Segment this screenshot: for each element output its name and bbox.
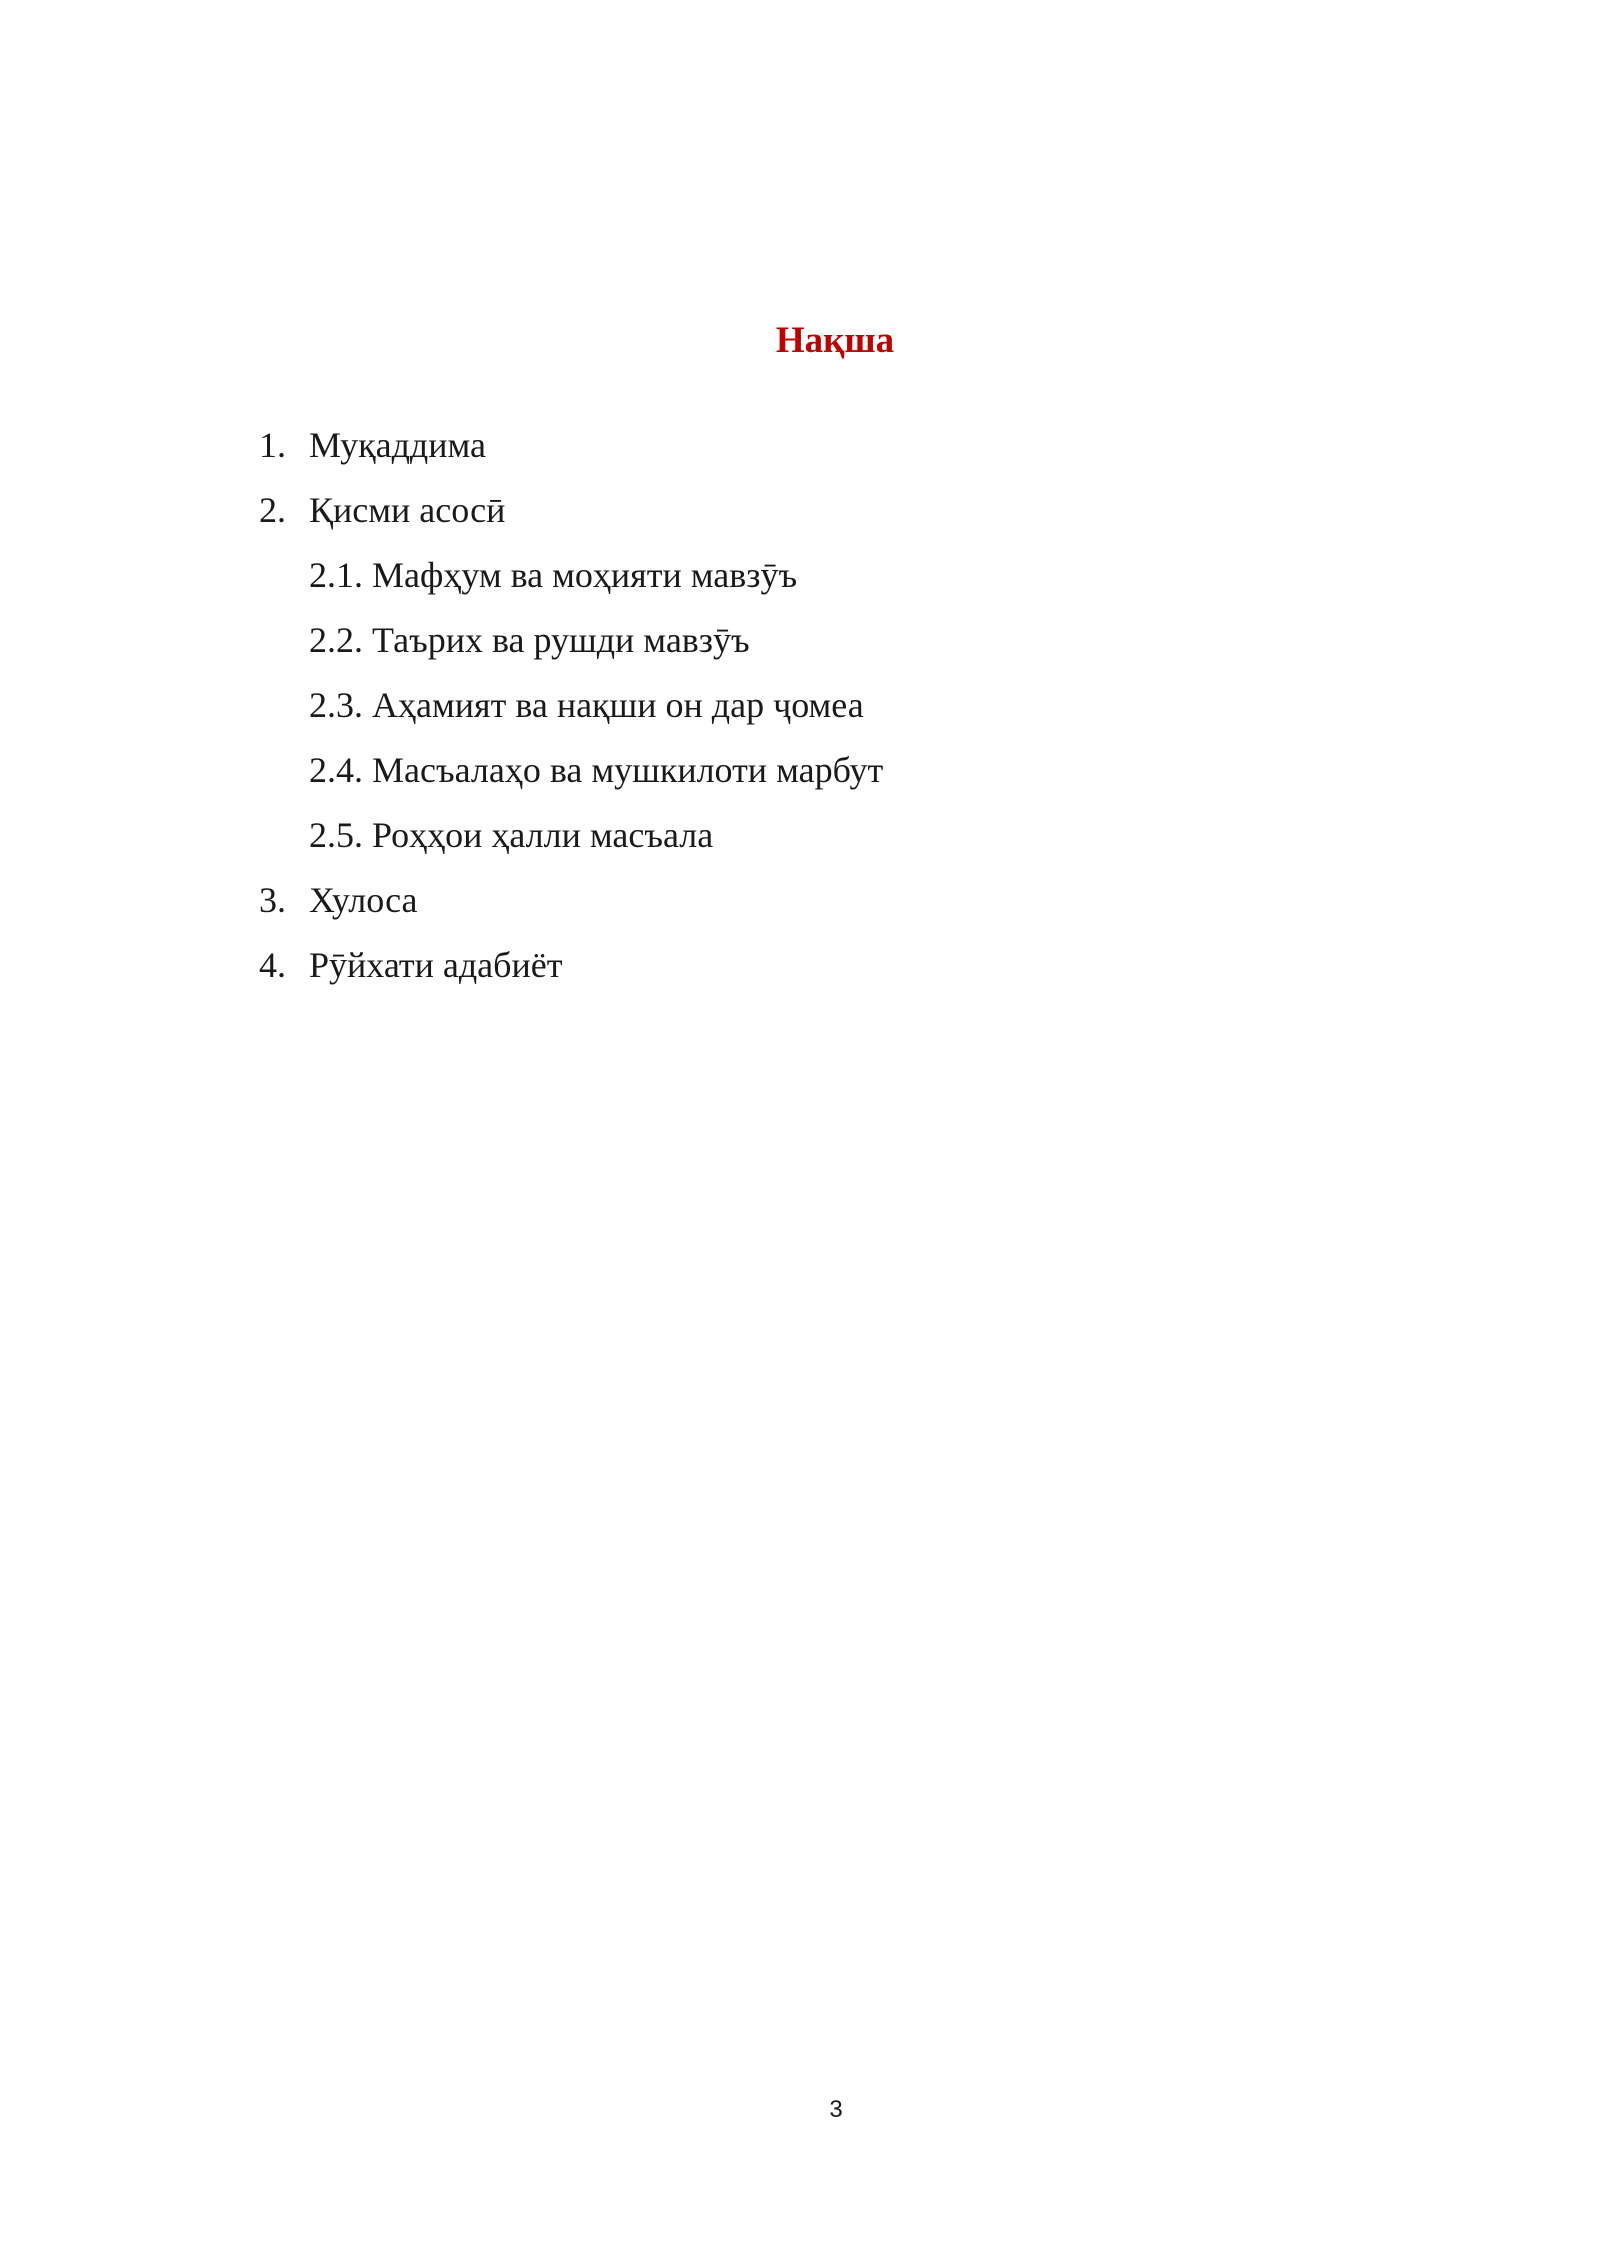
toc-item-label: Муқаддима [309, 425, 486, 465]
page-number: 3 [829, 2096, 843, 2123]
toc-subitem [0, 608, 1600, 673]
toc-subitem-label: 2.2. Таърих ва рушди мавзӯъ [309, 620, 750, 660]
toc-subitem [0, 738, 1600, 803]
toc-subitem-label: 2.4. Масъалаҳо ва мушкилоти марбут [309, 750, 884, 790]
toc-subitem-label: 2.1. Мафҳум ва моҳияти мавзӯъ [309, 555, 798, 595]
toc-item-label: Рӯйхати адабиёт [309, 945, 563, 985]
toc-item-label: Қисми асосӣ [309, 490, 506, 530]
toc-item-label: Хулоса [309, 880, 418, 920]
toc-item-number: 3. [259, 880, 286, 920]
table-of-contents [0, 413, 1600, 998]
toc-subitem [0, 673, 1600, 738]
toc-subitem-label: 2.5. Роҳҳои ҳалли масъала [309, 815, 714, 855]
toc-subitem [0, 543, 1600, 608]
toc-subitem [0, 803, 1600, 868]
toc-item [0, 478, 1600, 543]
page-title: Нақша [775, 320, 895, 361]
toc-item [0, 413, 1600, 478]
toc-item [0, 933, 1600, 998]
toc-item-number: 2. [259, 490, 286, 530]
toc-item-number: 1. [259, 425, 286, 465]
toc-item [0, 868, 1600, 933]
toc-item-number: 4. [259, 945, 286, 985]
toc-subitem-label: 2.3. Аҳамият ва нақши он дар ҷомеа [309, 685, 864, 725]
